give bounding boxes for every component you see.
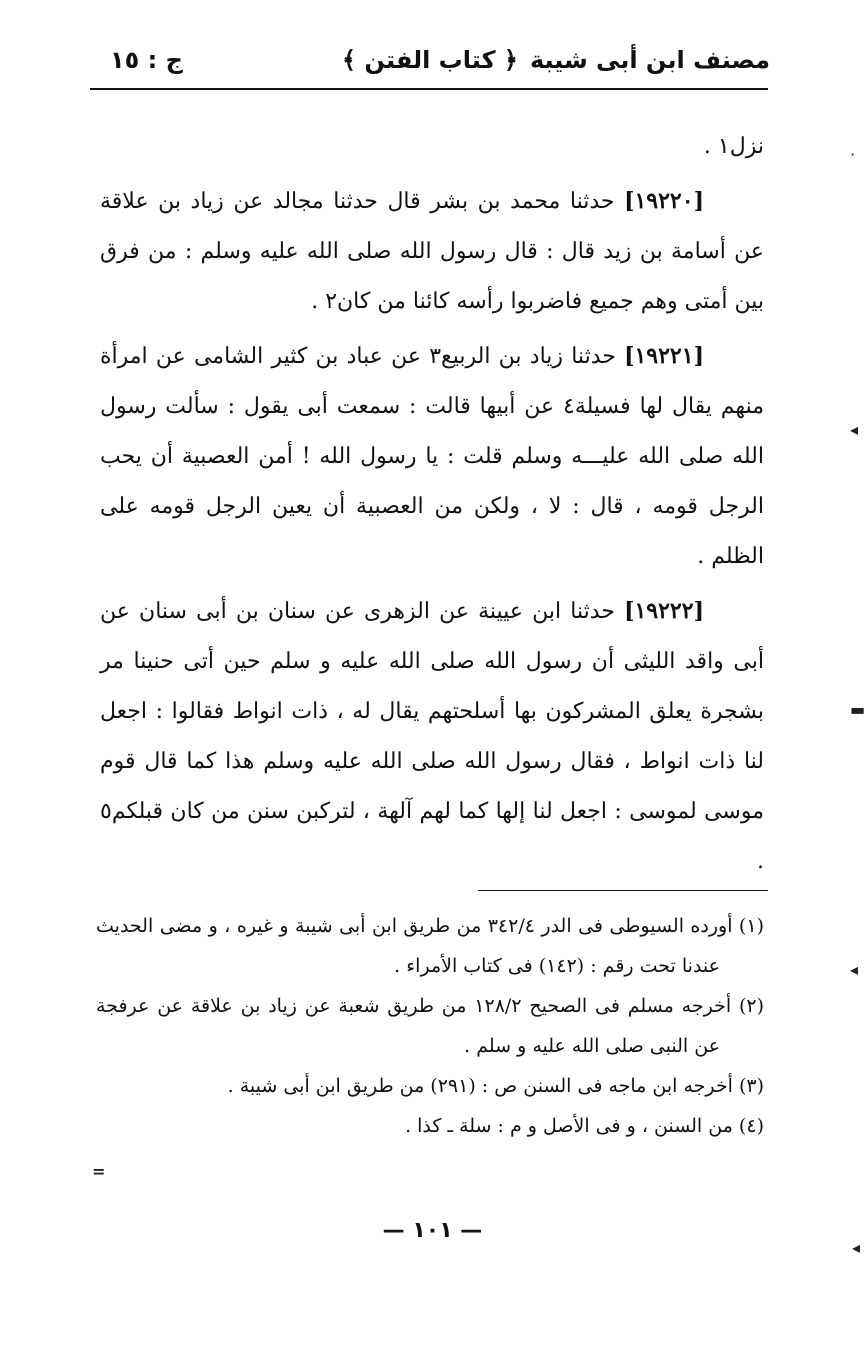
running-header [90, 40, 770, 86]
margin-mark: · [850, 145, 856, 164]
main-text [100, 122, 764, 887]
margin-mark: ◂ [852, 1238, 861, 1257]
footnote-4: (٤) من السنن ، و فى الأصل و م : سلة ـ كذا . [405, 1115, 764, 1137]
footnote-3: (٣) أخرجه ابن ماجه فى السنن ص : (٢٩١) من طريق ابن أبى شيبة . [227, 1075, 764, 1097]
hadith-19221 [100, 331, 764, 582]
hadith-text: حدثنا ابن عيينة عن الزهرى عن سنان بن أبى سنان عن أبى واقد الليثى أن رسول الله صلى الله عليه و سلم حين أتى حنينا مر بشجرة يعلق المشركون بها أسلحتهم يقال له ، ذات انواط فقالوا : اجعل لنا ذات انواط ، فقال رسول الله صلى الله عليه وسلم هذا كما قال قوم موسى لموسى : اجعل لنا إلها كما لهم آلهة ، لتركبن سنن من كان قبلكم٥ . [100, 599, 764, 874]
hadith-number: [١٩٢٢٢] [624, 598, 704, 624]
footnotes [96, 906, 764, 1146]
margin-mark: ▬ [850, 700, 865, 719]
footnote-divider [478, 890, 768, 891]
footnote-1: (١) أورده السيوطى فى الدر ٣٤٢/٤ من طريق ابن أبى شيبة و غيره ، و مضى الحديث عندنا تحت رقم : (١٤٢) فى كتاب الأمراء . [96, 915, 764, 977]
hadith-number: [١٩٢٢١] [624, 343, 704, 369]
section-title: ﴿ كتاب الفتن ﴾ [342, 46, 518, 74]
margin-mark: ◂ [850, 960, 859, 979]
intro-line: نزل١ . [703, 134, 764, 159]
page-number: — ١٠١ — [382, 1218, 483, 1243]
hadith-19222 [100, 586, 764, 887]
margin-mark: = [92, 1162, 106, 1181]
margin-mark: ◂ [850, 420, 859, 439]
hadith-text: حدثنا محمد بن بشر قال حدثنا مجالد عن زياد بن علاقة عن أسامة بن زيد قال : قال رسول الله صلى الله عليه وسلم : من فرق بين أمتى وهم جميع فاضربوا رأسه كائنا من كان٢ . [100, 189, 764, 314]
footnote-2: (٢) أخرجه مسلم فى الصحيح ١٢٨/٢ من طريق شعبة عن زياد بن علاقة عن عرفجة عن النبى صلى الله عليه و سلم . [96, 995, 764, 1057]
hadith-text: حدثنا زياد بن الربيع٣ عن عباد بن كثير الشامى عن امرأة منهم يقال لها فسيلة٤ عن أبيها قالت : سمعت أبى يقول : سألت رسول الله صلى الله عليـــه وسلم قلت : يا رسول الله ! أمن العصبية أن يحب الرجل قومه ، قال : لا ، ولكن من العصبية أن يعين الرجل قومه على الظلم . [100, 344, 764, 569]
hadith-number: [١٩٢٢٠] [624, 188, 704, 214]
volume-label: ج : ١٥ [110, 46, 183, 74]
header-divider [90, 88, 768, 90]
hadith-19220 [100, 176, 764, 327]
book-title: مصنف ابن أبى شيبة [529, 46, 770, 74]
